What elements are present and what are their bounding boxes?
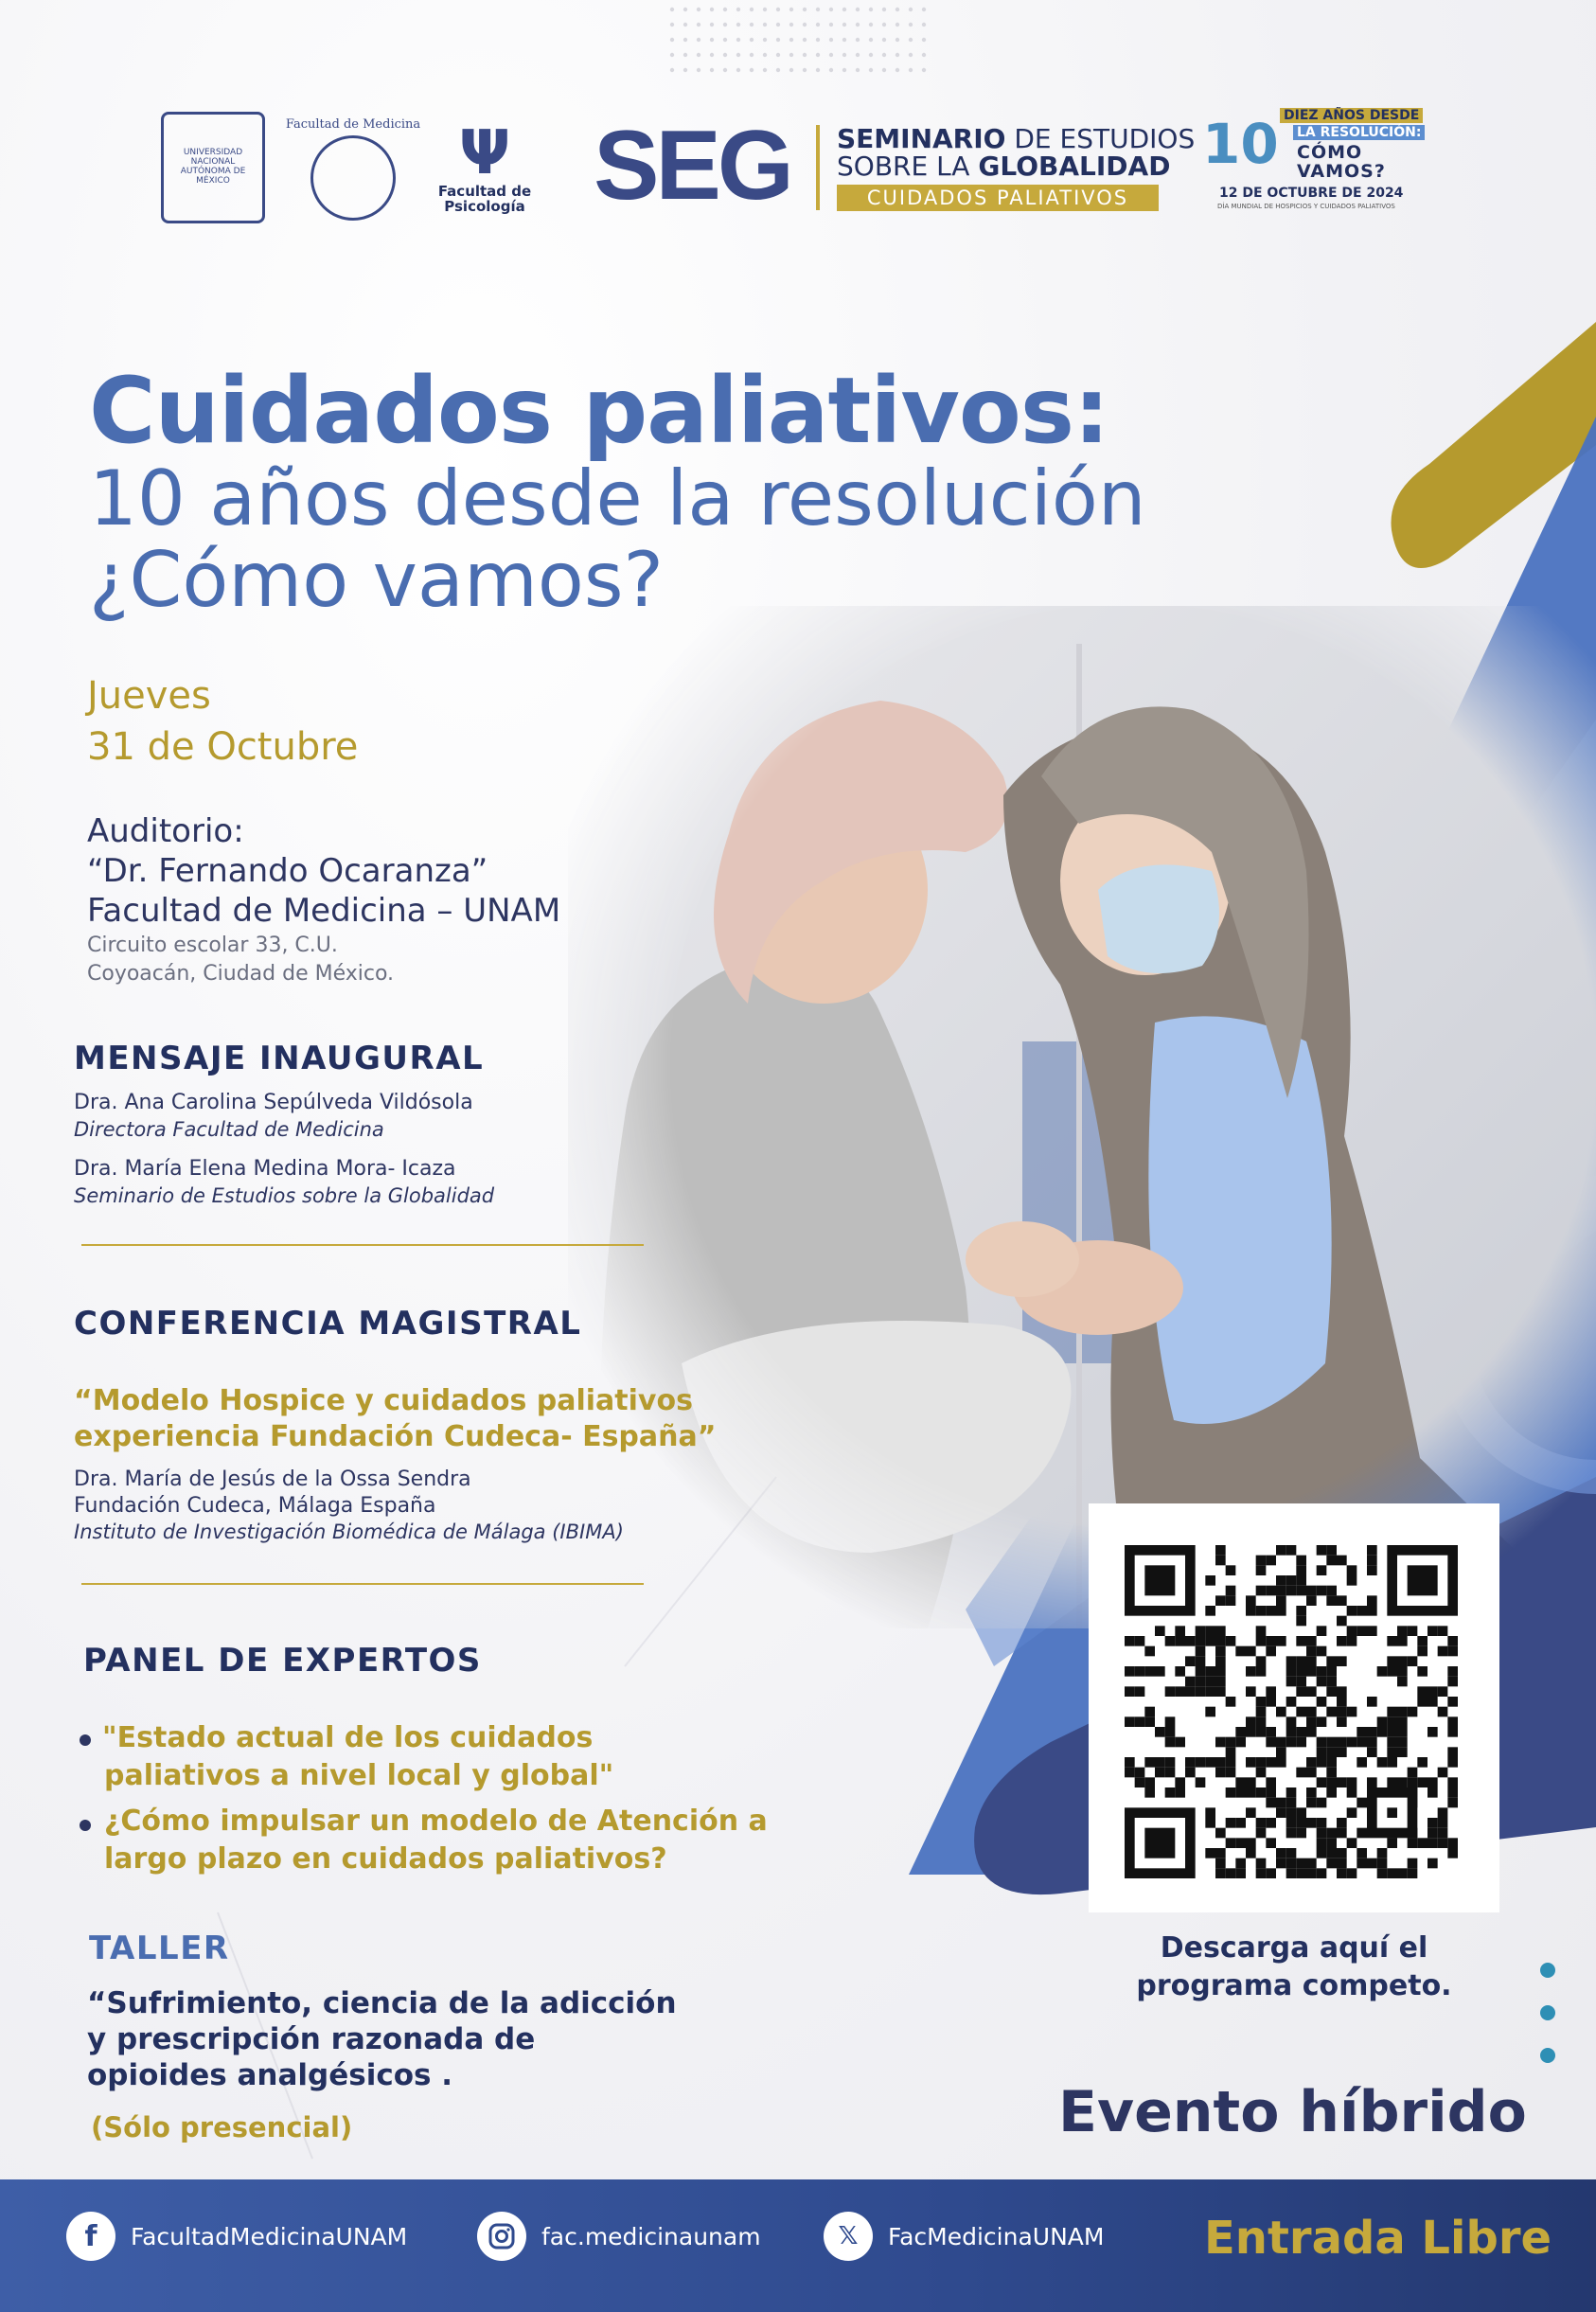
speaker-role: Directora Facultad de Medicina — [74, 1118, 384, 1141]
unam-seal-logo — [161, 112, 265, 223]
seg-line2-bold: GLOBALIDAD — [978, 151, 1171, 183]
bullet-point — [80, 1820, 91, 1831]
seg-line1: DE ESTUDIOS — [1005, 123, 1196, 154]
x-link[interactable] — [824, 2212, 1104, 2261]
panel-item-line2: paliativos a nivel local y global" — [104, 1759, 614, 1792]
anniversary-line2: LA RESOLUCIÓN: — [1293, 125, 1425, 140]
conferencia-institute: Instituto de Investigación Biomédica de Málaga (IBIMA) — [74, 1521, 624, 1543]
venue-address-1: Circuito escolar 33, C.U. — [87, 934, 338, 957]
conferencia-title-line2: experiencia Fundación Cudeca- España” — [74, 1420, 717, 1453]
anniversary-line1: DIEZ AÑOS DESDE — [1280, 108, 1423, 123]
subtitle-line1: 10 años desde la resolución — [89, 454, 1146, 542]
anniversary-badge — [1200, 102, 1428, 216]
seg-logo — [583, 110, 801, 221]
facultad-psicologia-logo-label: Facultad de Psicología — [437, 182, 532, 215]
anniversary-line3: CÓMO — [1297, 142, 1363, 163]
seg-cuidados-banner: CUIDADOS PALIATIVOS — [837, 185, 1159, 211]
anniversary-number: 10 — [1202, 112, 1279, 176]
facultad-medicina-logo — [285, 112, 421, 225]
unam-logo-text: UNIVERSIDAD NACIONAL AUTÓNOMA DE MÉXICO — [180, 148, 246, 186]
taller-title-line2: y prescripción razonada de — [87, 2022, 536, 2056]
venue-faculty: Facultad de Medicina – UNAM — [87, 892, 561, 930]
medicina-seal-icon — [310, 135, 396, 221]
venue-label: Auditorio: — [87, 812, 244, 850]
conferencia-affiliation: Fundación Cudeca, Málaga España — [74, 1494, 436, 1518]
facebook-handle: FacultadMedicinaUNAM — [131, 2222, 408, 2250]
x-handle: FacMedicinaUNAM — [888, 2222, 1105, 2250]
qr-caption-line2: programa competo. — [1136, 1969, 1452, 2002]
section-divider — [81, 1583, 644, 1585]
facultad-psicologia-logo — [428, 112, 541, 225]
panel-item-line2: largo plazo en cuidados paliativos? — [104, 1842, 667, 1876]
seg-wordmark — [837, 123, 1196, 211]
seg-logo-mark: SEG — [594, 110, 790, 221]
venue-address-2: Coyoacán, Ciudad de México. — [87, 962, 395, 986]
qr-code-card[interactable] — [1089, 1503, 1499, 1912]
anniversary-subtitle: DÍA MUNDIAL DE HOSPICIOS Y CUIDADOS PALIATIVOS — [1217, 203, 1395, 210]
anniversary-date: 12 DE OCTUBRE DE 2024 — [1219, 186, 1404, 201]
speaker-name: Dra. María Elena Medina Mora- Icaza — [74, 1157, 456, 1181]
instagram-handle: fac.medicinaunam — [541, 2222, 761, 2250]
mensaje-heading: MENSAJE INAUGURAL — [74, 1040, 485, 1077]
instagram-icon — [477, 2212, 526, 2261]
speaker-role: Seminario de Estudios sobre la Globalidad — [74, 1184, 495, 1207]
event-type-label: Evento híbrido — [1058, 2079, 1527, 2145]
speaker-name: Dra. Ana Carolina Sepúlveda Vildósola — [74, 1091, 473, 1114]
facultad-medicina-logo-label: Facultad de Medicina — [285, 116, 421, 132]
taller-title-line1: “Sufrimiento, ciencia de la adicción — [87, 1986, 677, 2020]
subtitle-line2: ¿Cómo vamos? — [89, 536, 664, 624]
anniversary-line4: VAMOS? — [1297, 161, 1386, 182]
facebook-link[interactable] — [66, 2212, 407, 2261]
qr-code-icon[interactable] — [1125, 1545, 1458, 1878]
taller-title-line3: opioides analgésicos . — [87, 2058, 453, 2092]
psi-symbol-icon: Ψ — [458, 117, 511, 188]
main-title: Cuidados paliativos: — [89, 358, 1109, 464]
facebook-icon: f — [66, 2212, 115, 2261]
panel-item-line1: ¿Cómo impulsar un modelo de Atención a — [104, 1805, 768, 1838]
venue-name: “Dr. Fernando Ocaranza” — [87, 852, 488, 890]
x-icon: 𝕏 — [824, 2212, 873, 2261]
section-divider — [81, 1244, 644, 1246]
seg-divider — [816, 125, 820, 210]
conferencia-speaker: Dra. María de Jesús de la Ossa Sendra — [74, 1467, 471, 1491]
taller-heading: TALLER — [89, 1930, 230, 1967]
instagram-link[interactable] — [477, 2212, 761, 2261]
event-weekday: Jueves — [87, 674, 211, 718]
taller-note: (Sólo presencial) — [91, 2111, 353, 2143]
qr-caption-line1: Descarga aquí el — [1160, 1931, 1428, 1965]
bullet-point — [80, 1734, 91, 1746]
conferencia-heading: CONFERENCIA MAGISTRAL — [74, 1305, 582, 1343]
panel-item-line1: "Estado actual de los cuidados — [102, 1721, 594, 1754]
panel-heading: PANEL DE EXPERTOS — [83, 1642, 482, 1680]
event-date: 31 de Octubre — [87, 725, 359, 769]
free-entry-label: Entrada Libre — [1204, 2212, 1552, 2265]
conferencia-title-line1: “Modelo Hospice y cuidados paliativos — [74, 1384, 693, 1417]
seg-line1-bold: SEMINARIO — [837, 123, 1006, 154]
seg-line2: SOBRE LA — [837, 151, 979, 183]
patient-caregiver-photo — [568, 606, 1596, 1628]
